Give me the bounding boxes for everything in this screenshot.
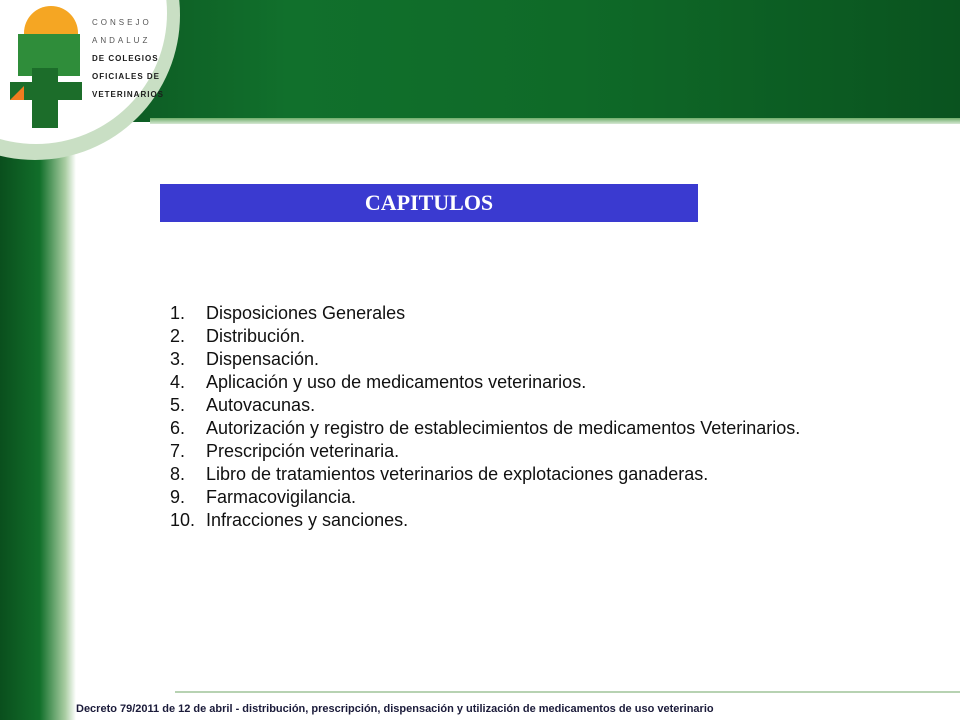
item-text: Autovacunas. (206, 395, 316, 415)
footer-caption: Decreto 79/2011 de 12 de abril - distribución, prescripción, dispensación y utilización de medicamentos de uso veterinario (76, 703, 714, 715)
list-item (170, 440, 800, 463)
item-number: 2. (170, 326, 186, 346)
item-number: 9. (170, 487, 186, 507)
item-number: 4. (170, 372, 186, 392)
item-text: Libro de tratamientos veterinarios de explotaciones ganaderas. (206, 464, 709, 484)
list-item (170, 486, 800, 509)
logo-line: VETERINARIOS (92, 90, 165, 99)
item-text: Dispensación. (206, 349, 320, 369)
slide-title: CAPITULOS (160, 184, 698, 222)
list-item (170, 417, 800, 440)
item-number: 3. (170, 349, 186, 369)
footer-divider (175, 691, 960, 693)
logo-line: CONSEJO (92, 18, 152, 27)
organization-logo (10, 6, 165, 130)
item-text: Infracciones y sanciones. (206, 510, 409, 530)
item-number: 6. (170, 418, 186, 438)
item-number: 1. (170, 303, 186, 323)
list-item (170, 371, 800, 394)
list-item (170, 394, 800, 417)
item-text: Prescripción veterinaria. (206, 441, 400, 461)
list-item (170, 325, 800, 348)
item-text: Distribución. (206, 326, 306, 346)
logo-accent (10, 86, 24, 100)
item-text: Autorización y registro de establecimientos de medicamentos Veterinarios. (206, 418, 801, 438)
chapter-list (170, 302, 800, 532)
item-number: 10. (170, 510, 196, 530)
list-item (170, 348, 800, 371)
logo-line: OFICIALES DE (92, 72, 161, 81)
header-divider (150, 118, 960, 124)
item-number: 5. (170, 395, 186, 415)
item-number: 7. (170, 441, 186, 461)
item-text: Aplicación y uso de medicamentos veterinarios. (206, 372, 587, 392)
sun-icon (24, 6, 78, 34)
logo-line: ANDALUZ (92, 36, 151, 45)
logo-line: DE COLEGIOS (92, 54, 159, 63)
item-text: Farmacovigilancia. (206, 487, 357, 507)
list-item (170, 509, 800, 532)
left-decor-curve (40, 130, 76, 720)
item-text: Disposiciones Generales (206, 303, 406, 323)
item-number: 8. (170, 464, 186, 484)
list-item (170, 463, 800, 486)
list-item (170, 302, 800, 325)
logo-text (92, 14, 165, 104)
